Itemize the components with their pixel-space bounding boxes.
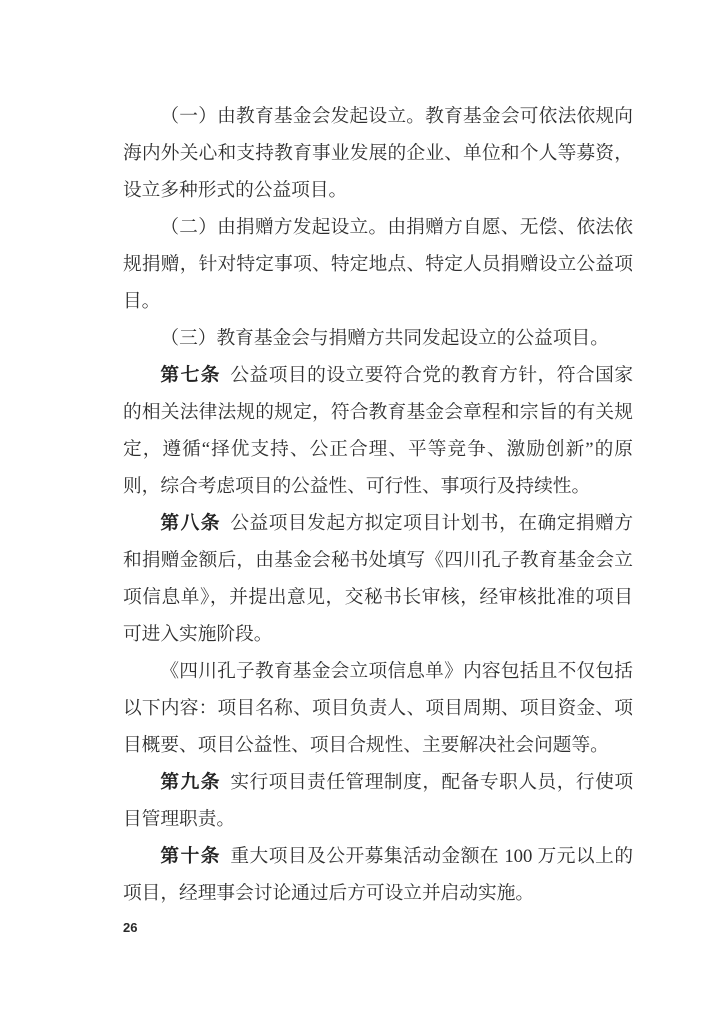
paragraph — [123, 764, 633, 838]
paragraph — [123, 653, 633, 764]
document-body — [123, 98, 633, 912]
paragraph-text: 重大项目及公开募集活动金额在 100 万元以上的项目，经理事会讨论通过后方可设立并启动实施。 — [123, 846, 634, 904]
paragraph-text: 公益项目发起方拟定项目计划书，在确定捐赠方和捐赠金额后，由基金会秘书处填写《四川孔子教育基金会立项信息单》，并提出意见，交秘书长审核，经审核批准的项目可进入实施阶段。 — [123, 513, 634, 645]
paragraph-text: （二）由捐赠方发起设立。由捐赠方自愿、无偿、依法依规捐赠，针对特定事项、特定地点、特定人员捐赠设立公益项目。 — [123, 217, 633, 312]
paragraph-text: 实行项目责任管理制度，配备专职人员，行使项目管理职责。 — [123, 772, 634, 830]
paragraph — [123, 320, 633, 357]
page-number: 26 — [123, 920, 138, 935]
article-number: 第九条 — [160, 772, 221, 793]
article-number: 第七条 — [160, 365, 221, 386]
paragraph-text: （三）教育基金会与捐赠方共同发起设立的公益项目。 — [160, 328, 609, 349]
paragraph — [123, 357, 633, 505]
article-number: 第八条 — [160, 513, 221, 534]
paragraph — [123, 838, 633, 912]
paragraph-text: 《四川孔子教育基金会立项信息单》内容包括且不仅包括以下内容：项目名称、项目负责人、项目周期、项目资金、项目概要、项目公益性、项目合规性、主要解决社会问题等。 — [123, 661, 633, 756]
paragraph — [123, 209, 633, 320]
paragraph-text: （一）由教育基金会发起设立。教育基金会可依法依规向海内外关心和支持教育事业发展的企业、单位和个人等募资，设立多种形式的公益项目。 — [123, 106, 633, 201]
paragraph-text: 公益项目的设立要符合党的教育方针，符合国家的相关法律法规的规定，符合教育基金会章程和宗旨的有关规定，遵循“择优支持、公正合理、平等竞争、激励创新”的原则，综合考虑项目的公益性、可行性、事项行及持续性。 — [123, 365, 634, 497]
paragraph — [123, 98, 633, 209]
paragraph — [123, 505, 633, 653]
article-number: 第十条 — [160, 846, 221, 867]
